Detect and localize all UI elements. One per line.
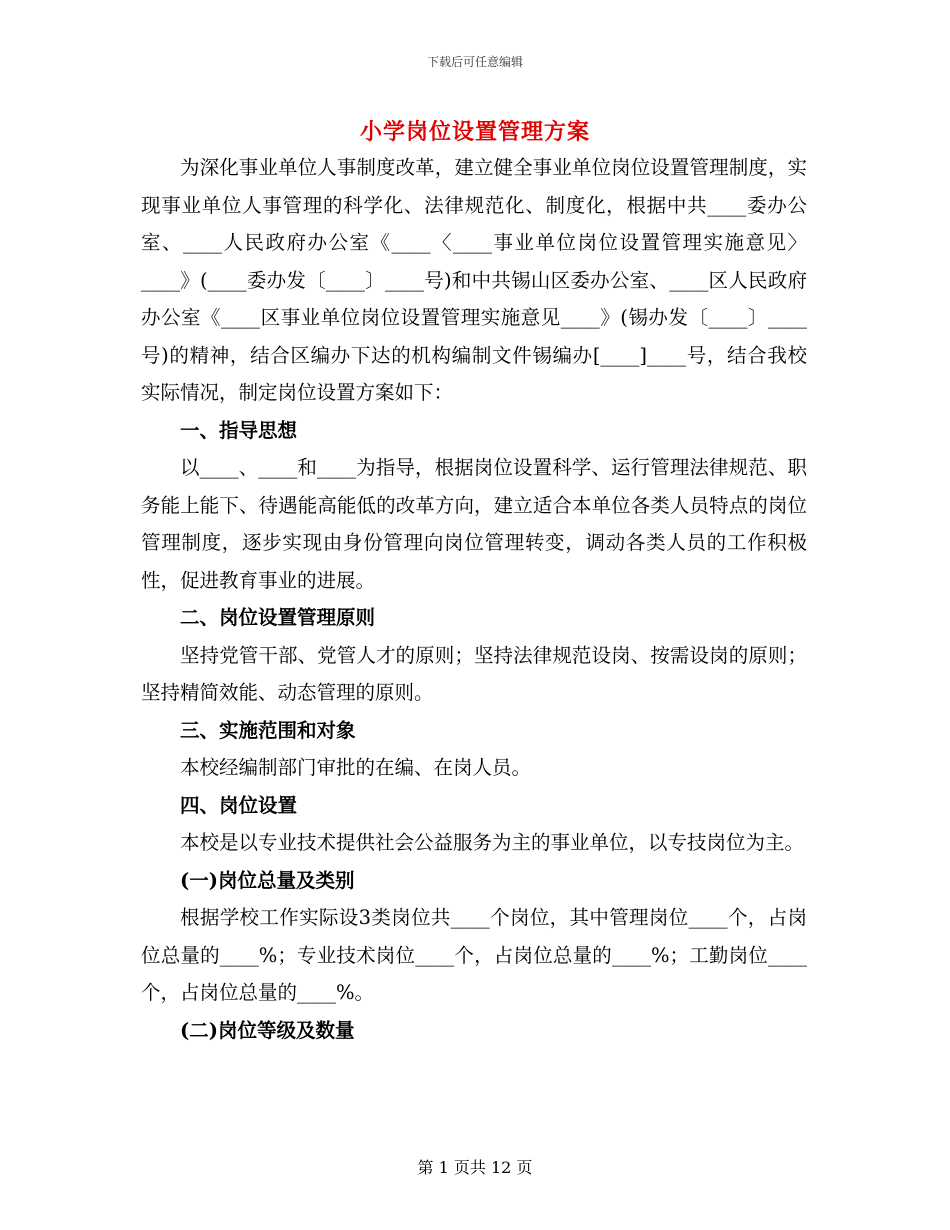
section-body-scope: 本校经编制部门审批的在编、在岗人员。 [180, 756, 532, 779]
section-heading-guiding-ideology: 一、指导思想 [180, 418, 298, 442]
document-body [141, 149, 807, 1049]
document-title: 小学岗位设置管理方案 [359, 119, 590, 145]
section-body-guiding-ideology: 以____、____和____为指导，根据岗位设置科学、运行管理法律规范、职务能上能下、待遇能高能低的改革方向，建立适合本单位各类人员特点的岗位管理制度，逐步实现由身份管理向岗位管理转变，调动各类人员的工作积极性，促进教育事业的进展。 [141, 456, 807, 592]
page-header-note: 下载后可任意编辑 [426, 55, 523, 69]
section-heading-post-total: (一)岗位总量及类别 [180, 868, 355, 892]
section-body-post-total: 根据学校工作实际设3类岗位共____个岗位，其中管理岗位____个，占岗位总量的____%；专业技术岗位____个，占岗位总量的____%；工勤岗位____个，占岗位总量的____%。 [141, 906, 807, 1004]
section-body-principles: 坚持党管干部、党管人才的原则；坚持法律规范设岗、按需设岗的原则；坚持精简效能、动态管理的原则。 [141, 643, 807, 704]
section-body-post-setting: 本校是以专业技术提供社会公益服务为主的事业单位，以专技岗位为主。 [180, 831, 805, 854]
intro-paragraph: 为深化事业单位人事制度改革，建立健全事业单位岗位设置管理制度，实现事业单位人事管理的科学化、法律规范化、制度化，根据中共____委办公室、____人民政府办公室《____〈____事业单位岗位设置管理实施意见〉____》(____委办发〔____〕____号)和中共锡山区委办公室、____区人民政府办公室《____区事业单位岗位设置管理实施意见____》(锡办发〔____〕____号)的精神，结合区编办下达的机构编制文件锡编办[____]____号，结合我校实际情况，制定岗位设置方案如下： [141, 156, 807, 404]
section-heading-post-levels: (二)岗位等级及数量 [180, 1018, 355, 1042]
section-heading-post-setting: 四、岗位设置 [180, 793, 298, 817]
page-footer-indicator: 第 1 页共 12 页 [417, 1158, 533, 1177]
section-heading-principles: 二、岗位设置管理原则 [180, 606, 376, 629]
section-heading-scope: 三、实施范围和对象 [180, 718, 356, 742]
